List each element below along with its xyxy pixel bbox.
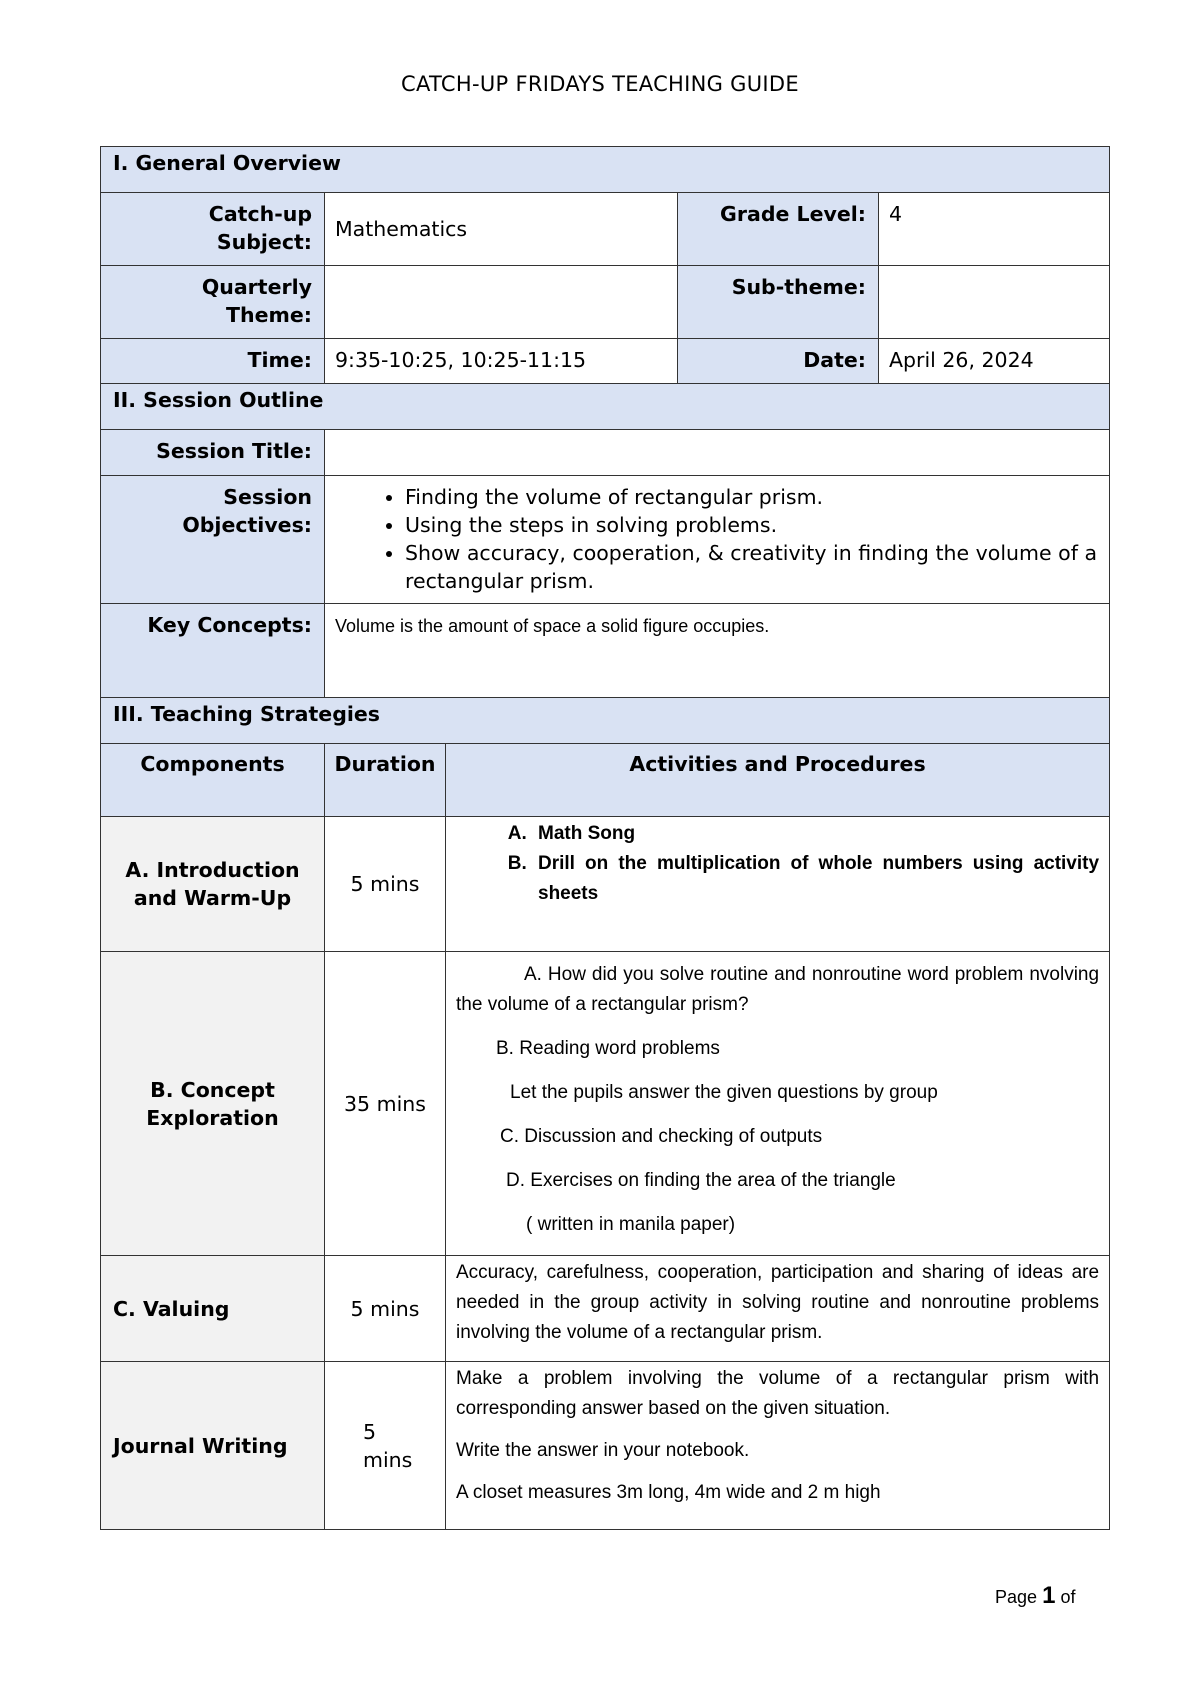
activities-introduction (446, 817, 1110, 952)
page-suffix: of (1060, 1587, 1076, 1607)
subject-value: Mathematics (325, 193, 678, 266)
activities-concept-exploration (446, 952, 1110, 1256)
list-item: • Finding the volume of rectangular prism. (405, 483, 1097, 511)
list-item: • Show accuracy, cooperation, & creativity in finding the volume of a rectangular prism. (405, 539, 1097, 595)
quarterly-theme-label: Quarterly Theme: (101, 266, 325, 339)
concept-line-a: A. How did you solve routine and nonroutine word problem nvolving the volume of a rectangular prism? (456, 964, 1100, 1015)
components-header: Components (101, 744, 325, 817)
concept-line-note: ( written in manila paper) (526, 1214, 736, 1235)
concept-line-c: C. Discussion and checking of outputs (500, 1126, 823, 1147)
list-item: • Using the steps in solving problems. (405, 511, 1097, 539)
duration-introduction: 5 mins (325, 817, 446, 952)
duration-header: Duration (325, 744, 446, 817)
session-title-value (325, 430, 1110, 476)
journal-line-2: Write the answer in your notebook. (456, 1440, 750, 1461)
component-concept-exploration: B. Concept Exploration (101, 952, 325, 1256)
time-value: 9:35-10:25, 10:25-11:15 (325, 339, 678, 384)
date-value: April 26, 2024 (879, 339, 1110, 384)
list-item: A. Math Song (532, 819, 1099, 849)
journal-line-1: Make a problem involving the volume of a rectangular prism with corresponding answer based on the given situation. (456, 1368, 1100, 1419)
quarterly-theme-value (325, 266, 678, 339)
page-footer (995, 1582, 1075, 1610)
date-label: Date: (678, 339, 879, 384)
journal-line-3: A closet measures 3m long, 4m wide and 2 m high (456, 1482, 881, 1503)
activities-journal-writing (446, 1362, 1110, 1530)
component-valuing: C. Valuing (101, 1256, 325, 1362)
page-prefix: Page (995, 1587, 1038, 1607)
activities-header: Activities and Procedures (446, 744, 1110, 817)
sub-theme-label: Sub-theme: (678, 266, 879, 339)
subject-label: Catch-up Subject: (101, 193, 325, 266)
component-introduction: A. Introduction and Warm-Up (101, 817, 325, 952)
list-item: B. Drill on the multiplication of whole numbers using activity sheets (532, 849, 1099, 909)
duration-concept-exploration: 35 mins (325, 952, 446, 1256)
session-objectives-cell (325, 476, 1110, 604)
concept-line-d: D. Exercises on finding the area of the triangle (506, 1170, 896, 1191)
time-label: Time: (101, 339, 325, 384)
session-title-label: Session Title: (101, 430, 325, 476)
concept-line-instruction: Let the pupils answer the given questions by group (510, 1082, 938, 1103)
page-number: 1 (1042, 1582, 1056, 1609)
teaching-guide-table (100, 146, 1109, 1530)
intro-activity-list (456, 819, 1099, 909)
concept-line-b: B. Reading word problems (496, 1038, 720, 1059)
activities-valuing: Accuracy, carefulness, cooperation, participation and sharing of ideas are needed in the group activity in solving routine and nonroutine problems involving the volume of a rectangular prism. (446, 1256, 1110, 1362)
key-concepts-value: Volume is the amount of space a solid figure occupies. (325, 604, 1110, 698)
section-session-outline: II. Session Outline (101, 384, 1110, 430)
key-concepts-label: Key Concepts: (101, 604, 325, 698)
document-title: CATCH-UP FRIDAYS TEACHING GUIDE (401, 72, 799, 96)
section-teaching-strategies: III. Teaching Strategies (101, 698, 1110, 744)
duration-journal-writing: 5 mins (325, 1362, 446, 1530)
duration-valuing: 5 mins (325, 1256, 446, 1362)
session-objectives-label: Session Objectives: (101, 476, 325, 604)
section-general-overview: I. General Overview (101, 147, 1110, 193)
grade-level-value: 4 (879, 193, 1110, 266)
grade-level-label: Grade Level: (678, 193, 879, 266)
objectives-list (335, 483, 1097, 595)
sub-theme-value (879, 266, 1110, 339)
component-journal-writing: Journal Writing (101, 1362, 325, 1530)
